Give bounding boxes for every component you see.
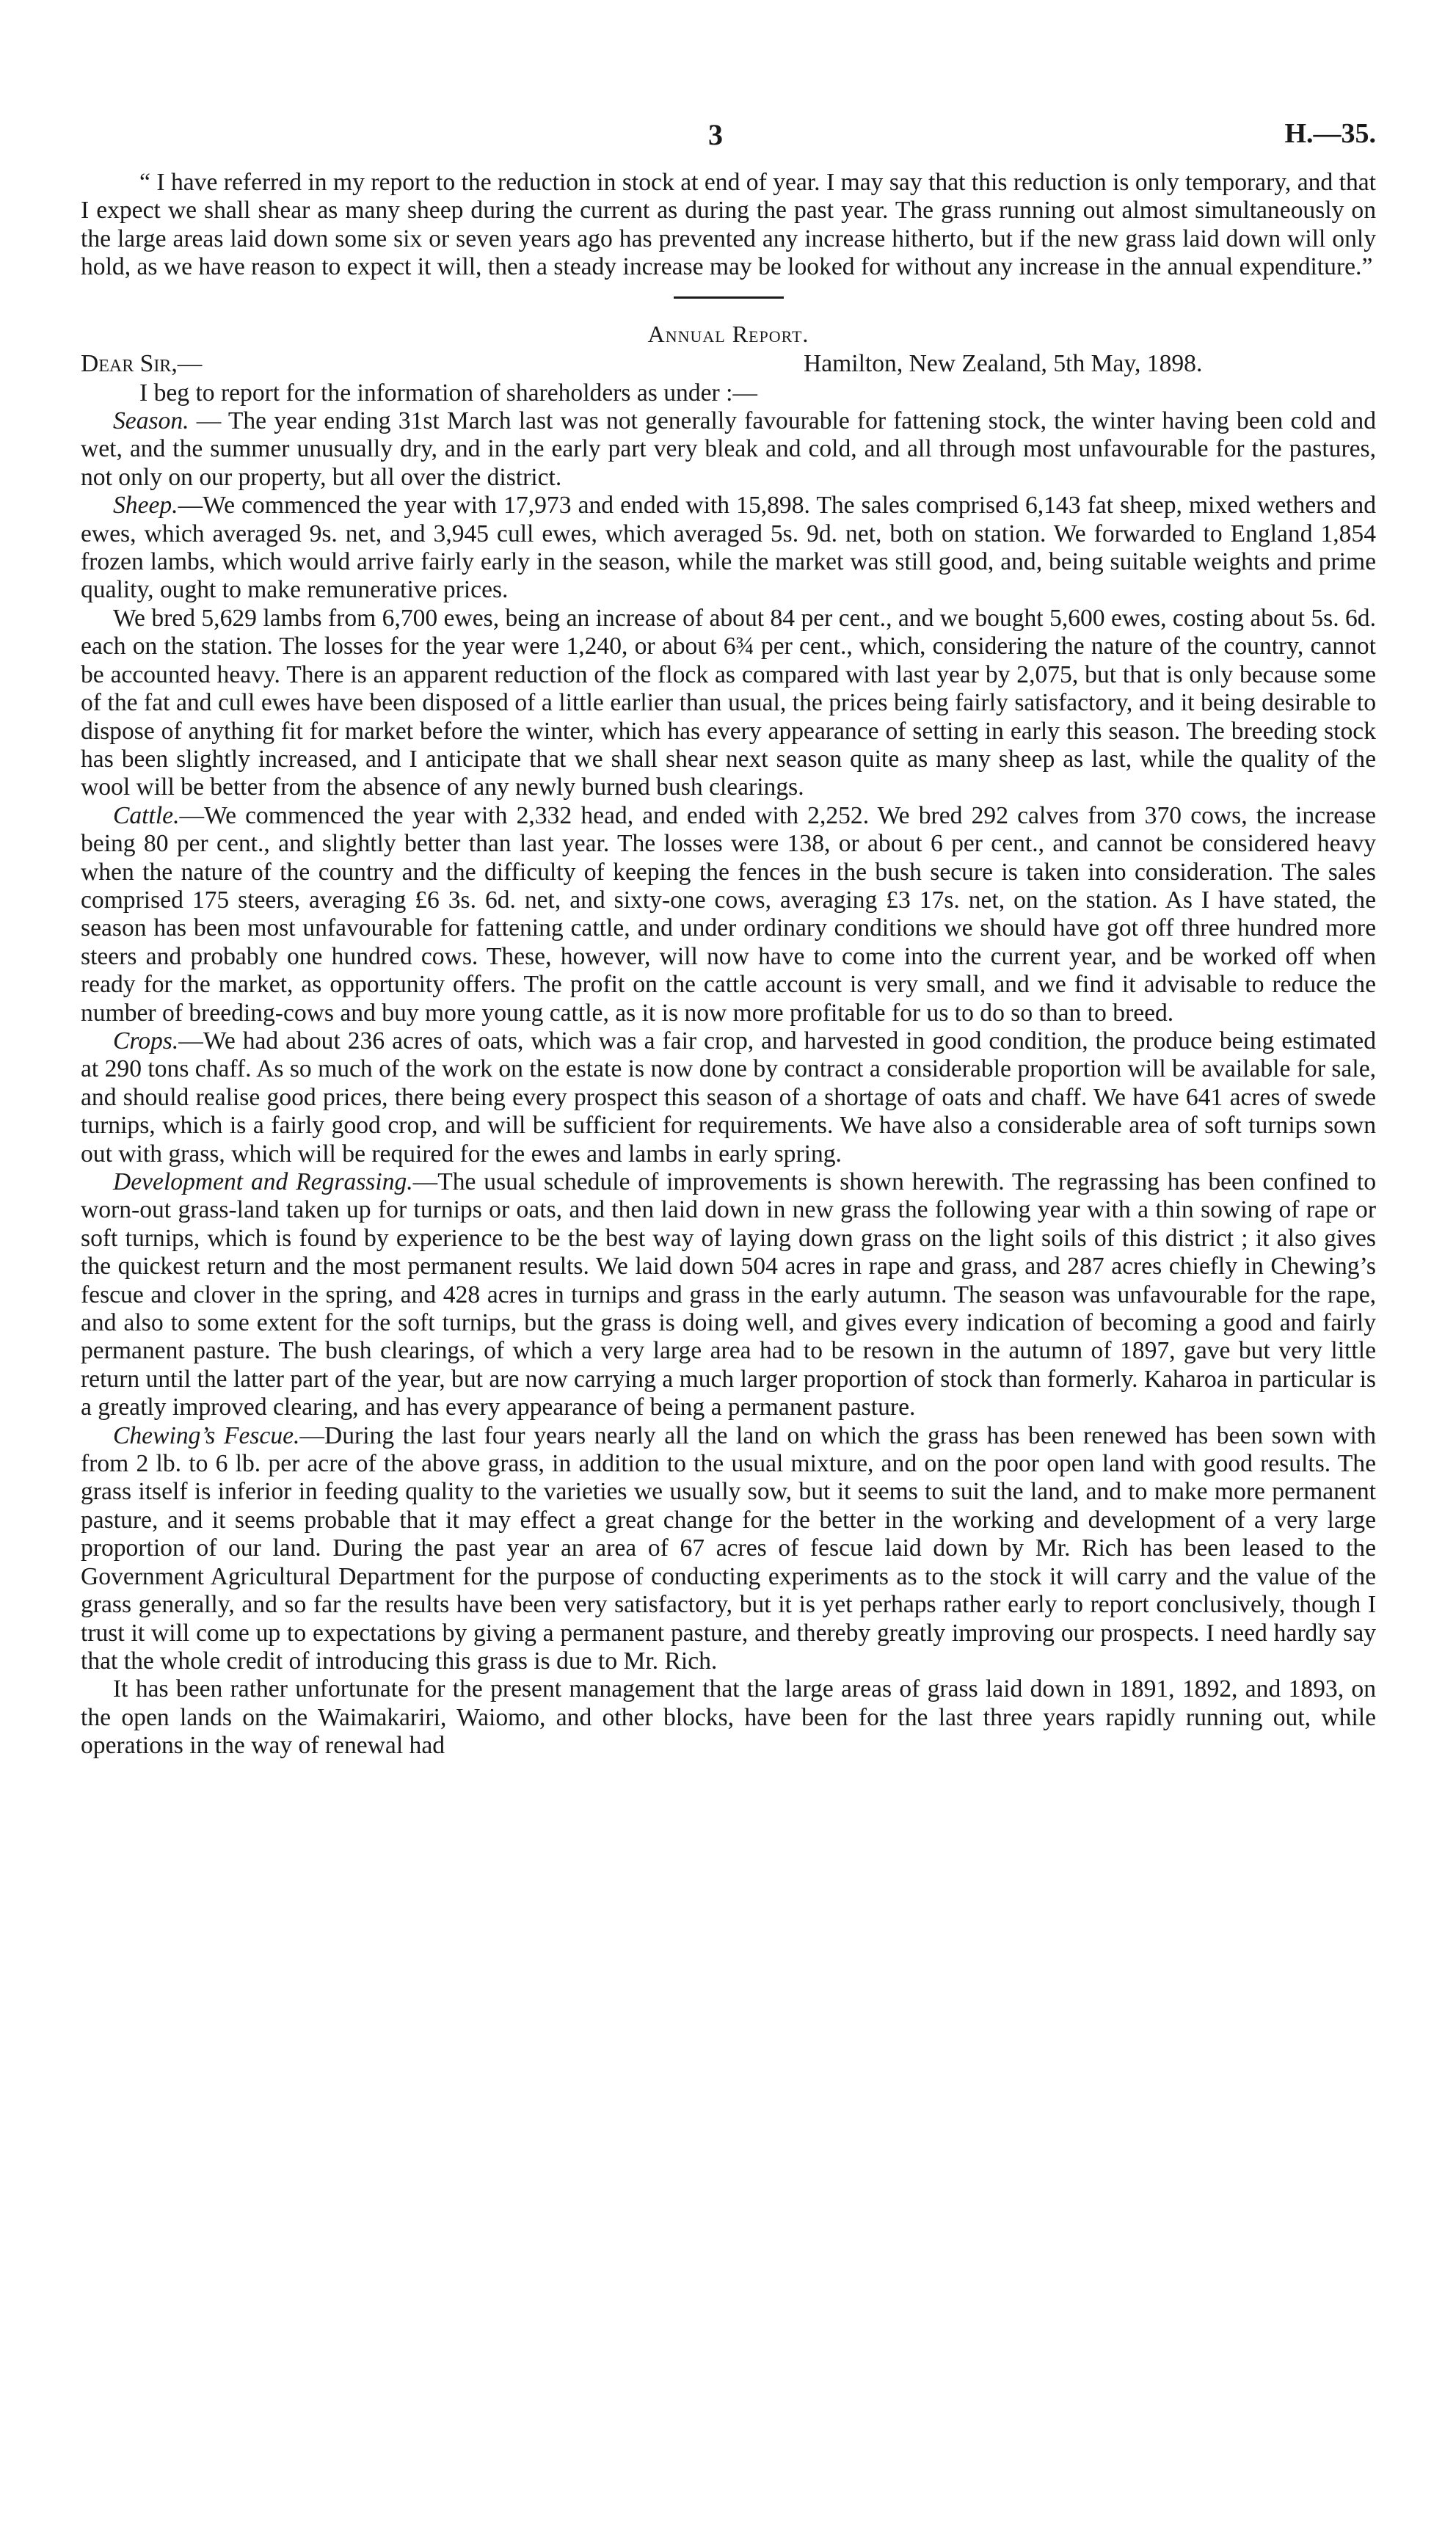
paragraph-closing [81, 1675, 1376, 1760]
salutation-row [81, 350, 1376, 379]
place-and-date: Hamilton, New Zealand, 5th May, 1898. [804, 349, 1203, 377]
section-heading: Chewing’s Fescue. [113, 1421, 300, 1449]
salutation: Dear Sir,— [81, 349, 203, 377]
section-text: —We commenced the year with 17,973 and ended with 15,898. The sales comprised 6,143 fat sheep, mixed wethers and ewes, which averaged 9s. net, and 3,945 cull ewes, which averaged 5s. 9d. net, both on station. We forwarded to England 1,854 frozen lambs, which would arrive fairly early in the season, while the market was still good, and, being suitable weights and prime quality, ought to make remunerative prices. [81, 492, 1376, 604]
paragraph-sheep-continued [81, 605, 1376, 802]
section-text: —During the last four years nearly all the land on which the grass has been renewed has been sown with from 2 lb. to 6 lb. per acre of the above grass, in addition to the usual mixture, and on the poor open land with good results. The grass itself is inferior in feeding quality to the varieties we usually sow, but it seems to suit the land, and to make more permanent pasture, and it seems probable that it may effect a great change for the better in the working and development of a very large proportion of our land. During the past year an area of 67 acres of fescue laid down by Mr. Rich has been leased to the Government Agricultural Department for the purpose of conducting experiments as to the stock it will carry and the value of the grass generally, and so far the results have been very satisfactory, but it is yet perhaps rather early to report conclusively, though I trust it will come up to expectations by giving a permanent pasture, and thereby greatly improving our prospects. I need hardly say that the whole credit of introducing this grass is due to Mr. Rich. [81, 1421, 1376, 1675]
section-text: —We commenced the year with 2,332 head, and ended with 2,252. We bred 292 calves from 370 cows, the increase being 80 per cent., and slightly better than last year. The losses were 138, or about 6 per cent., and cannot be considered heavy when the nature of the country and the difficulty of keeping the fences in the bush secure is taken into consideration. The sales comprised 175 steers, averaging £6 3s. 6d. net, and sixty-one cows, averaging £3 17s. net, on the station. As I have stated, the season has been most unfavourable for fattening cattle, and under ordinary conditions we should have got off three hundred more steers and probably one hundred cows. These, however, will now have to come into the current year, and be worked off when ready for the market, as opportunity offers. The profit on the cattle account is very small, and we find it advisable to reduce the number of breeding-cows and buy more young cattle, as it is now more profitable for us to do so than to breed. [81, 801, 1376, 1027]
section-heading: Crops. [113, 1027, 179, 1055]
paragraph-season [81, 407, 1376, 492]
section-text: It has been rather unfortunate for the present management that the large areas of grass laid down in 1891, 1892, and 1893, on the open lands on the Waimakariri, Waiomo, and other blocks, have been for the last three years rapidly running out, while operations in the way of renewal had [81, 1675, 1376, 1760]
paragraph-chewings-fescue [81, 1422, 1376, 1676]
document-page [81, 117, 1376, 1760]
paragraph-cattle [81, 802, 1376, 1027]
quoted-paragraph: “ I have referred in my report to the reduction in stock at end of year. I may say that this reduction is only temporary, and that I expect we shall shear as many sheep during the current as during the past year. The grass running out almost simultaneously on the large areas laid down some six or seven years ago has prevented any increase hitherto, but if the new grass laid down will only hold, as we have reason to expect it will, then a steady increase may be looked for without any increase in the annual expenditure.” [81, 169, 1376, 281]
section-text: — The year ending 31st March last was not generally favourable for fattening stock, the winter having been cold and wet, and the summer unusually dry, and in the early part very bleak and cold, and all through most unfavourable for the pastures, not only on our property, but all over the district. [81, 407, 1376, 491]
section-text: —The usual schedule of improvements is shown herewith. The regrassing has been confined to worn-out grass-land taken up for turnips or oats, and then laid down in new grass the following year with a thin sowing of rape or soft turnips, which is found by experience to be the best way of laying down grass on the light soils of this district ; it also gives the quickest return and the most permanent results. We laid down 504 acres in rape and grass, and 287 acres chiefly in Chewing’s fescue and clover in the spring, and 428 acres in turnips and grass in the early autumn. The season was unfavourable for the rape, and also to some extent for the soft turnips, but the grass is doing well, and gives every indication of becoming a good and fairly permanent pasture. The bush clearings, of which a very large area had to be resown in the autumn of 1897, gave but very little return until the latter part of the year, but are now carrying a much larger proportion of stock than formerly. Kaharoa in particular is a greatly improved clearing, and has every appearance of being a permanent pasture. [81, 1168, 1376, 1421]
section-text: We bred 5,629 lambs from 6,700 ewes, being an increase of about 84 per cent., and we bought 5,600 ewes, costing about 5s. 6d. each on the station. The losses for the year were 1,240, or about 6¾ per cent., which, considering the nature of the country, cannot be accounted heavy. There is an apparent reduction of the flock as compared with last year by 2,075, but that is only because some of the fat and cull ewes have been disposed of a little earlier than usual, the prices being fairly satisfactory, and it being desirable to dispose of anything fit for market before the winter, which has every appearance of setting in early this season. The breeding stock has been slightly increased, and I anticipate that we shall shear next season quite as many sheep as last, while the quality of the wool will be better from the absence of any newly burned bush clearings. [81, 604, 1376, 801]
report-title: Annual Report. [647, 320, 809, 347]
section-text: —We had about 236 acres of oats, which was a fair crop, and harvested in good condition, the produce being estimated at 290 tons chaff. As so much of the work on the estate is now done by contract a considerable proportion will be available for sale, and should realise good prices, there being every prospect this season of a shortage of oats and chaff. We have 641 acres of swede turnips, which is a fairly good crop, and will be sufficient for requirements. We have also a considerable area of soft turnips sown out with grass, which will be required for the ewes and lambs in early spring. [81, 1027, 1376, 1168]
paragraph-crops [81, 1027, 1376, 1168]
section-heading: Development and Regrassing. [113, 1168, 413, 1195]
section-divider [674, 296, 784, 299]
paragraph-sheep [81, 492, 1376, 605]
section-heading: Season. [113, 407, 189, 435]
page-header [81, 117, 1376, 169]
intro-paragraph: I beg to report for the information of shareholders as under :— [139, 379, 757, 407]
section-heading: Sheep. [113, 492, 178, 520]
page-number: 3 [708, 118, 723, 151]
paragraph-development [81, 1168, 1376, 1422]
document-reference: H.—35. [1284, 118, 1376, 149]
section-heading: Cattle. [113, 801, 180, 829]
